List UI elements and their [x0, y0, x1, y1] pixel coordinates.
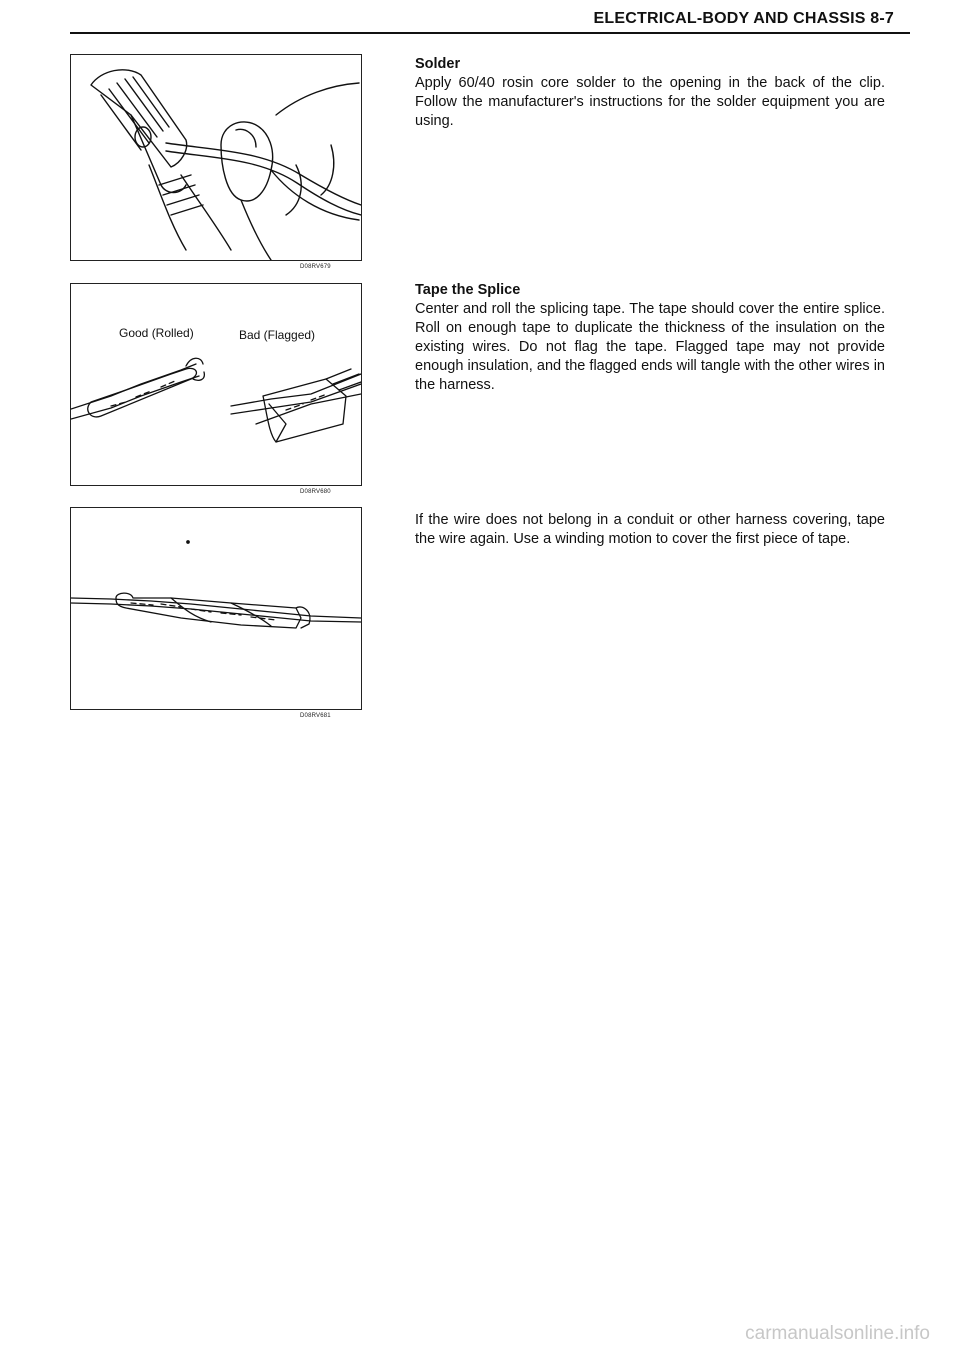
page-header [0, 0, 960, 40]
header-divider [70, 32, 910, 34]
solder-drawing [71, 55, 361, 260]
page-title: ELECTRICAL-BODY AND CHASSIS 8-7 [593, 10, 894, 27]
figure-wound-tape [70, 507, 362, 710]
label-bad-flagged: Bad (Flagged) [239, 328, 316, 342]
section-heading: Tape the Splice [415, 282, 521, 298]
label-good-rolled: Good (Rolled) [119, 326, 194, 340]
section-body: Apply 60/40 rosin core solder to the opening in the back of the clip. Follow the manufacturer's instructions for the solder equipment you are using. [415, 75, 885, 129]
section-wind-tape [415, 511, 885, 549]
section-body: Center and roll the splicing tape. The tape should cover the entire splice. Roll on enough tape to duplicate the thickness of the insulation on the existing wires. Do not flag the tape. Flagged tape may not provide enough insulation, and the flagged ends will tangle with the other wires in the harness. [415, 301, 885, 393]
tape-comparison-drawing [71, 284, 361, 484]
figure-solder-illustration [70, 54, 362, 261]
section-tape-the-splice [415, 282, 885, 395]
section-heading: Solder [415, 56, 461, 72]
section-solder [415, 56, 885, 131]
figure-code: D08RV680 [300, 489, 331, 495]
wound-tape-drawing [71, 508, 361, 708]
figure-code: D08RV681 [300, 713, 331, 719]
figure-code: D08RV679 [300, 264, 331, 270]
watermark: carmanualsonline.info [745, 1323, 930, 1344]
section-body: If the wire does not belong in a conduit or other harness covering, tape the wire again. Use a winding motion to cover the first piece of tape. [415, 512, 885, 547]
figure-tape-comparison [70, 283, 362, 486]
